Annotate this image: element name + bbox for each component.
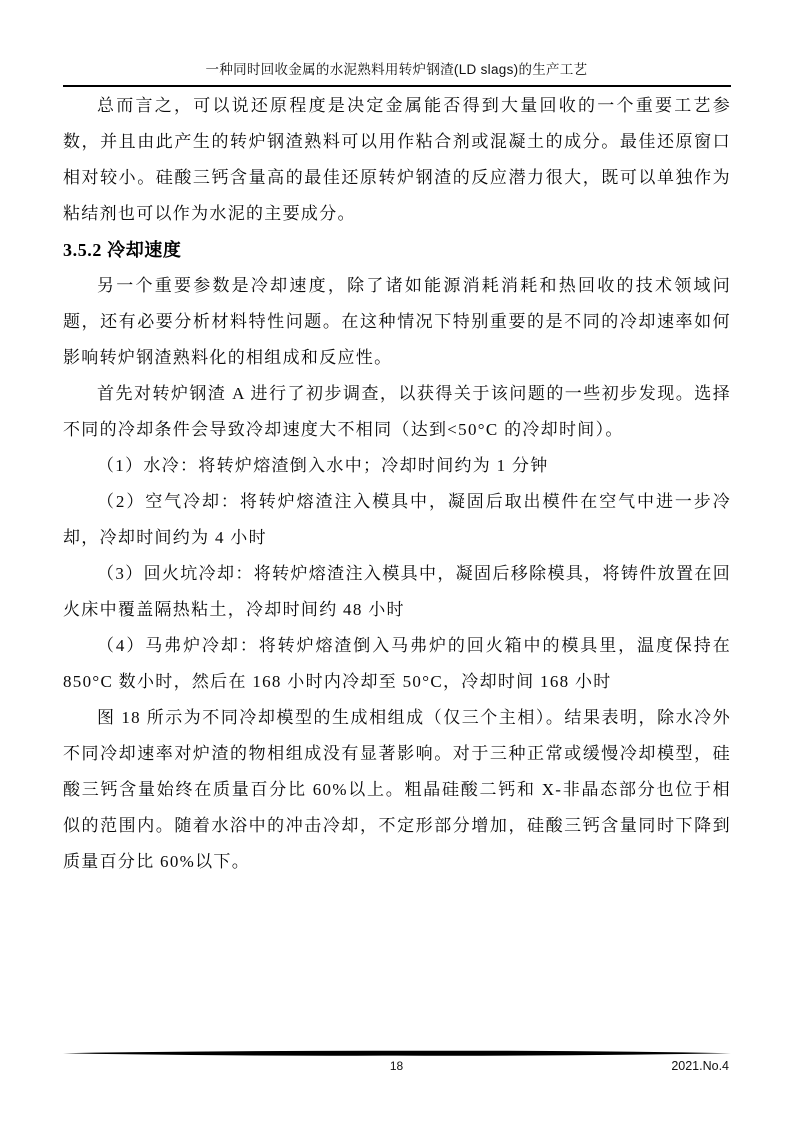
running-header-title: 一种同时回收金属的水泥熟料用转炉钢渣(LD slags)的生产工艺 xyxy=(205,62,588,77)
page-number: 18 xyxy=(389,1059,404,1073)
paragraph-reduction-summary: 总而言之，可以说还原程度是决定金属能否得到大量回收的一个重要工艺参数，并且由此产生的转炉钢渣熟料可以用作粘合剂或混凝土的成分。最佳还原窗口相对较小。硅酸三钙含量高的最佳还原转炉钢渣的反应潜力很大，既可以单独作为粘结剂也可以作为水泥的主要成分。 xyxy=(63,96,731,223)
paragraph-preliminary-investigation: 首先对转炉钢渣 A 进行了初步调查，以获得关于该问题的一些初步发现。选择不同的冷却条件会导致冷却速度大不相同（达到<50°C 的冷却时间）。 xyxy=(63,384,731,439)
document-body xyxy=(63,88,731,880)
paragraph-phase-composition-results: 图 18 所示为不同冷却模型的生成相组成（仅三个主相）。结果表明，除水冷外不同冷却速率对炉渣的物相组成没有显著影响。对于三种正常或缓慢冷却模型，硅酸三钙含量始终在质量百分比 60%以上。粗晶硅酸二钙和 X-非晶态部分也位于相似的范围内。随着水浴中的冲击冷却，不定形部分增加，硅酸三钙含量同时下降到质量百分比 60%以下。 xyxy=(63,708,731,871)
paragraph-cooling-intro: 另一个重要参数是冷却速度，除了诸如能源消耗消耗和热回收的技术领域问题，还有必要分析材料特性问题。在这种情况下特别重要的是不同的冷却速率如何影响转炉钢渣熟料化的相组成和反应性。 xyxy=(63,276,731,367)
header-rule xyxy=(63,85,731,87)
list-item-muffle-furnace-cooling: （4）马弗炉冷却：将转炉熔渣倒入马弗炉的回火箱中的模具里，温度保持在 850°C 数小时，然后在 168 小时内冷却至 50°C，冷却时间 168 小时 xyxy=(63,636,731,691)
list-item-air-cooling: （2）空气冷却：将转炉熔渣注入模具中，凝固后取出模件在空气中进一步冷却，冷却时间约为 4 小时 xyxy=(63,492,731,547)
section-heading-cooling-rate: 3.5.2 冷却速度 xyxy=(63,240,182,260)
issue-label: 2021.No.4 xyxy=(671,1059,729,1073)
list-item-tempering-pit-cooling: （3）回火坑冷却：将转炉熔渣注入模具中，凝固后移除模具，将铸件放置在回火床中覆盖隔热粘土，冷却时间约 48 小时 xyxy=(63,564,731,619)
footer-rule xyxy=(63,1050,731,1057)
list-item-water-cooling: （1）水冷：将转炉熔渣倒入水中；冷却时间约为 1 分钟 xyxy=(97,456,549,475)
